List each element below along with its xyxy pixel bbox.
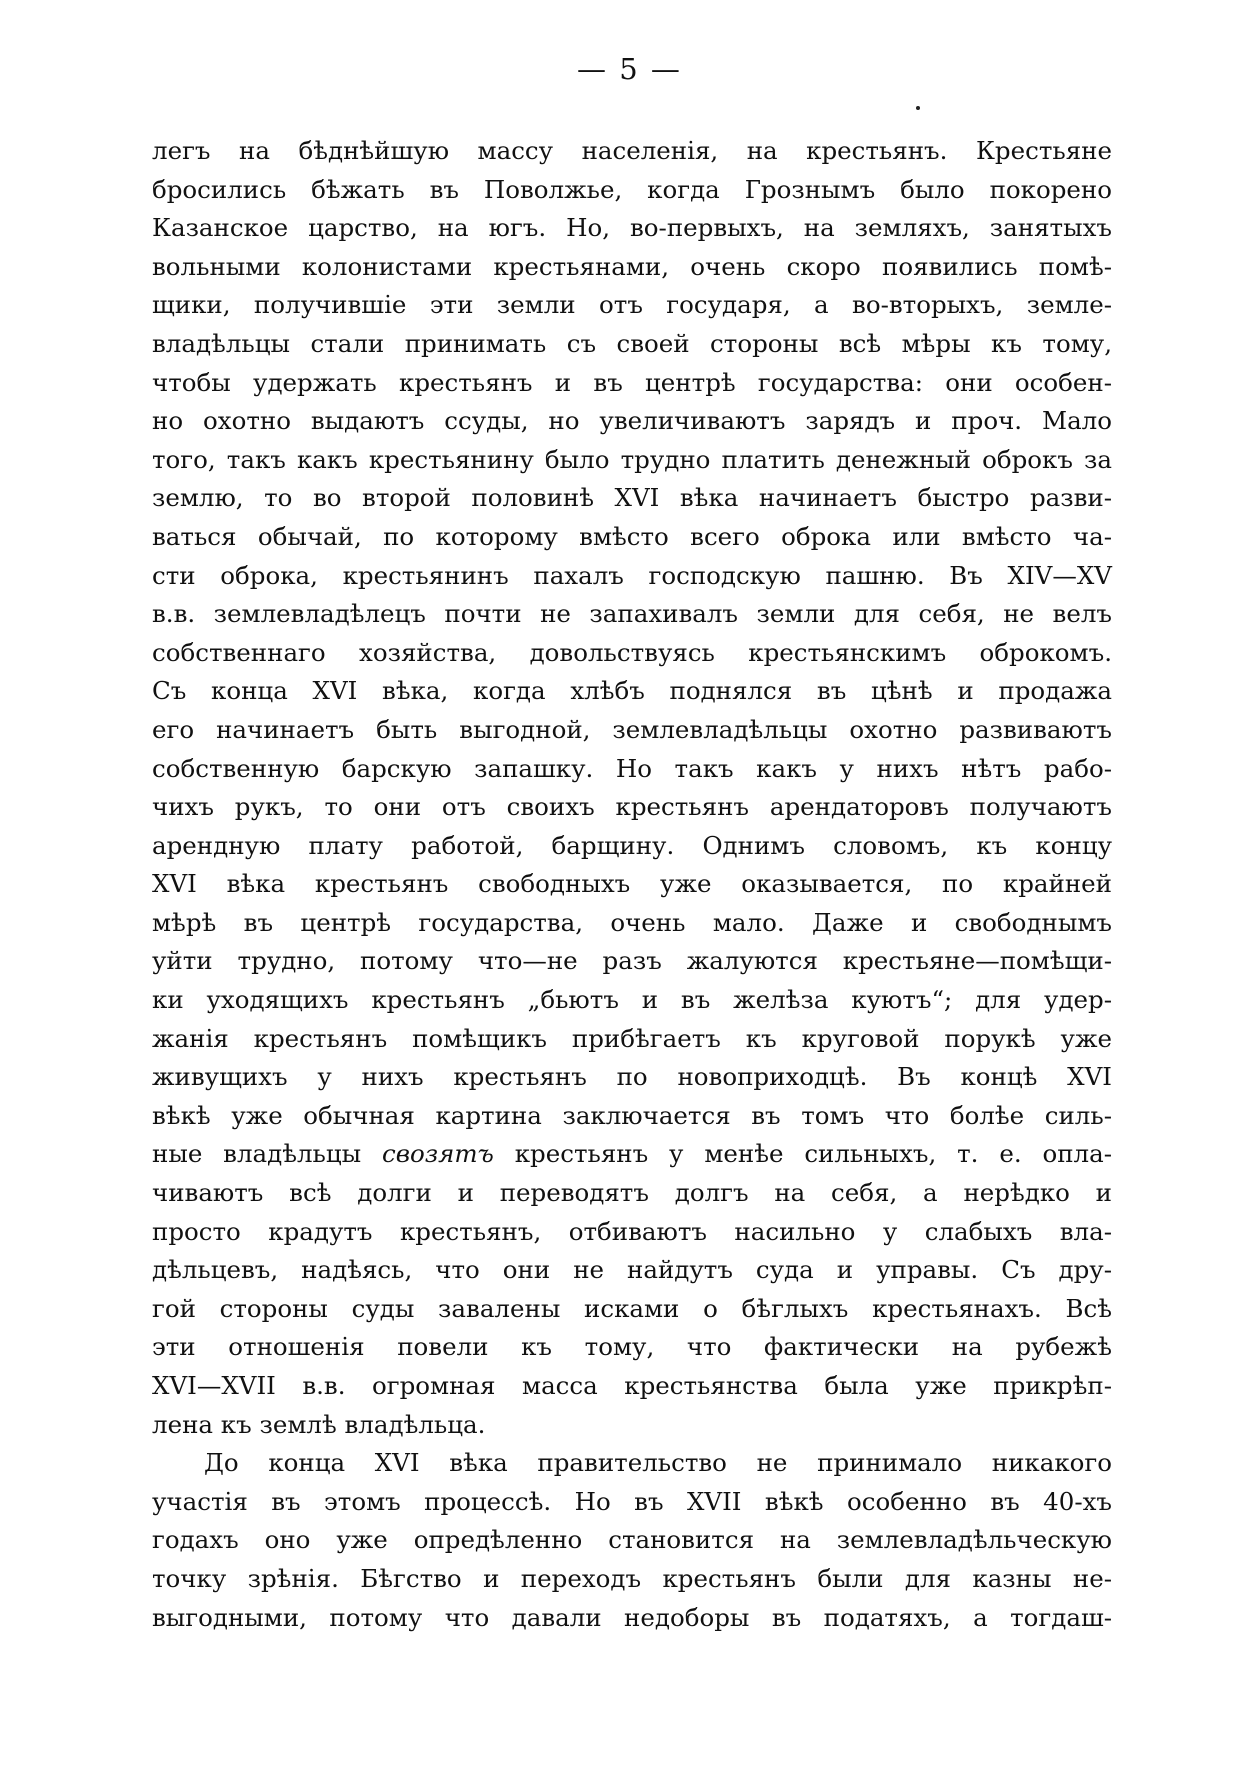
text-line: лена къ землѣ владѣльца. bbox=[152, 1409, 486, 1439]
text-line: сти оброка, крестьянинъ пахалъ господскую пашню. Въ XIV—XV bbox=[152, 560, 1112, 590]
text-line: чтобы удержать крестьянъ и въ центрѣ государства: они особен- bbox=[152, 367, 1112, 397]
text-line: легъ на бѣднѣйшую массу населенія, на крестьянъ. Крестьяне bbox=[152, 136, 1112, 165]
text-line: арендную плату работой, барщину. Однимъ словомъ, къ концу bbox=[152, 830, 1112, 860]
text-line: XVI вѣка крестьянъ свободныхъ уже оказывается, по крайней bbox=[152, 869, 1112, 899]
text-line: просто крадутъ крестьянъ, отбиваютъ насильно у слабыхъ вла- bbox=[152, 1216, 1112, 1246]
text-segment: ные владѣльцы bbox=[152, 1139, 362, 1169]
text-line: его начинаетъ быть выгодной, землевладѣльцы охотно развиваютъ bbox=[152, 714, 1112, 744]
text-line: живущихъ у нихъ крестьянъ по новоприходцѣ. Въ концѣ XVI bbox=[152, 1062, 1112, 1092]
text-line: чиваютъ всѣ долги и переводятъ долгъ на себя, а нерѣдко и bbox=[152, 1178, 1112, 1208]
text-line: выгодными, потому что давали недоборы въ податяхъ, а тогдаш- bbox=[152, 1602, 1112, 1632]
text-line: щики, получившіе эти земли отъ государя, а во-вторыхъ, земле- bbox=[152, 290, 1112, 320]
text-line: ваться обычай, по которому вмѣсто всего оброка или вмѣсто ча- bbox=[152, 521, 1112, 551]
text-line: собственную барскую запашку. Но такъ какъ у нихъ нѣтъ рабо- bbox=[152, 753, 1112, 783]
text-line: участія въ этомъ процессѣ. Но въ XVII вѣкѣ особенно въ 40-хъ bbox=[152, 1486, 1112, 1516]
text-line: бросились бѣжать въ Поволжье, когда Грознымъ было покорено bbox=[152, 174, 1112, 204]
text-line: эти отношенія повели къ тому, что фактически на рубежѣ bbox=[152, 1332, 1112, 1362]
page-number: — 5 — bbox=[577, 52, 682, 86]
text-line: уйти трудно, потому что—не разъ жалуются крестьяне—помѣщи- bbox=[152, 946, 1112, 976]
text-line: но охотно выдаютъ ссуды, но увеличиваютъ зарядъ и проч. Мало bbox=[152, 406, 1112, 436]
text-line: XVI—XVII в.в. огромная масса крестьянства была уже прикрѣп- bbox=[152, 1371, 1112, 1400]
text-line: точку зрѣнія. Бѣгство и переходъ крестьянъ были для казны не- bbox=[152, 1563, 1112, 1593]
text-line: До конца XVI вѣка правительство не принимало никакого bbox=[204, 1448, 1112, 1478]
text-line: жанія крестьянъ помѣщикъ прибѣгаетъ къ круговой порукѣ уже bbox=[152, 1023, 1112, 1053]
text-line: владѣльцы стали принимать съ своей стороны всѣ мѣры къ тому, bbox=[152, 328, 1112, 358]
text-line: Казанское царство, на югъ. Но, во-первыхъ, на земляхъ, занятыхъ bbox=[152, 213, 1112, 243]
ink-speck bbox=[916, 106, 920, 110]
text-line: собственнаго хозяйства, довольствуясь крестьянскимъ оброкомъ. bbox=[152, 637, 1112, 667]
text-line: ки уходящихъ крестьянъ „бьютъ и въ желѣза куютъ“; для удер- bbox=[152, 985, 1112, 1015]
text-line: чихъ рукъ, то они отъ своихъ крестьянъ арендаторовъ получаютъ bbox=[152, 792, 1112, 822]
text-line: годахъ оно уже опредѣленно становится на землевладѣльческую bbox=[152, 1525, 1112, 1555]
text-line: гой стороны суды завалены исками о бѣглыхъ крестьянахъ. Всѣ bbox=[152, 1293, 1112, 1323]
text-line: в.в. землевладѣлецъ почти не запахивалъ земли для себя, не велъ bbox=[152, 599, 1112, 629]
text-line: вѣкѣ уже обычная картина заключается въ томъ что болѣе силь- bbox=[152, 1100, 1112, 1130]
body-text bbox=[152, 132, 1112, 1637]
text-line: вольными колонистами крестьянами, очень скоро появились помѣ- bbox=[152, 251, 1112, 281]
text-line: мѣрѣ въ центрѣ государства, очень мало. Даже и свободнымъ bbox=[152, 907, 1112, 937]
emphasized-word: свозятъ bbox=[382, 1139, 494, 1169]
text-line: Съ конца XVI вѣка, когда хлѣбъ поднялся въ цѣнѣ и продажа bbox=[152, 676, 1112, 706]
text-line: землю, то во второй половинѣ XVI вѣка начинаетъ быстро разви- bbox=[152, 483, 1112, 513]
text-line: того, такъ какъ крестьянину было трудно платить денежный оброкъ за bbox=[152, 444, 1112, 474]
text-line-with-emphasis bbox=[152, 1135, 1112, 1174]
text-line: дѣльцевъ, надѣясь, что они не найдутъ суда и управы. Съ дру- bbox=[152, 1255, 1112, 1285]
text-segment: крестьянъ у менѣе сильныхъ, т. е. опла- bbox=[514, 1139, 1112, 1169]
